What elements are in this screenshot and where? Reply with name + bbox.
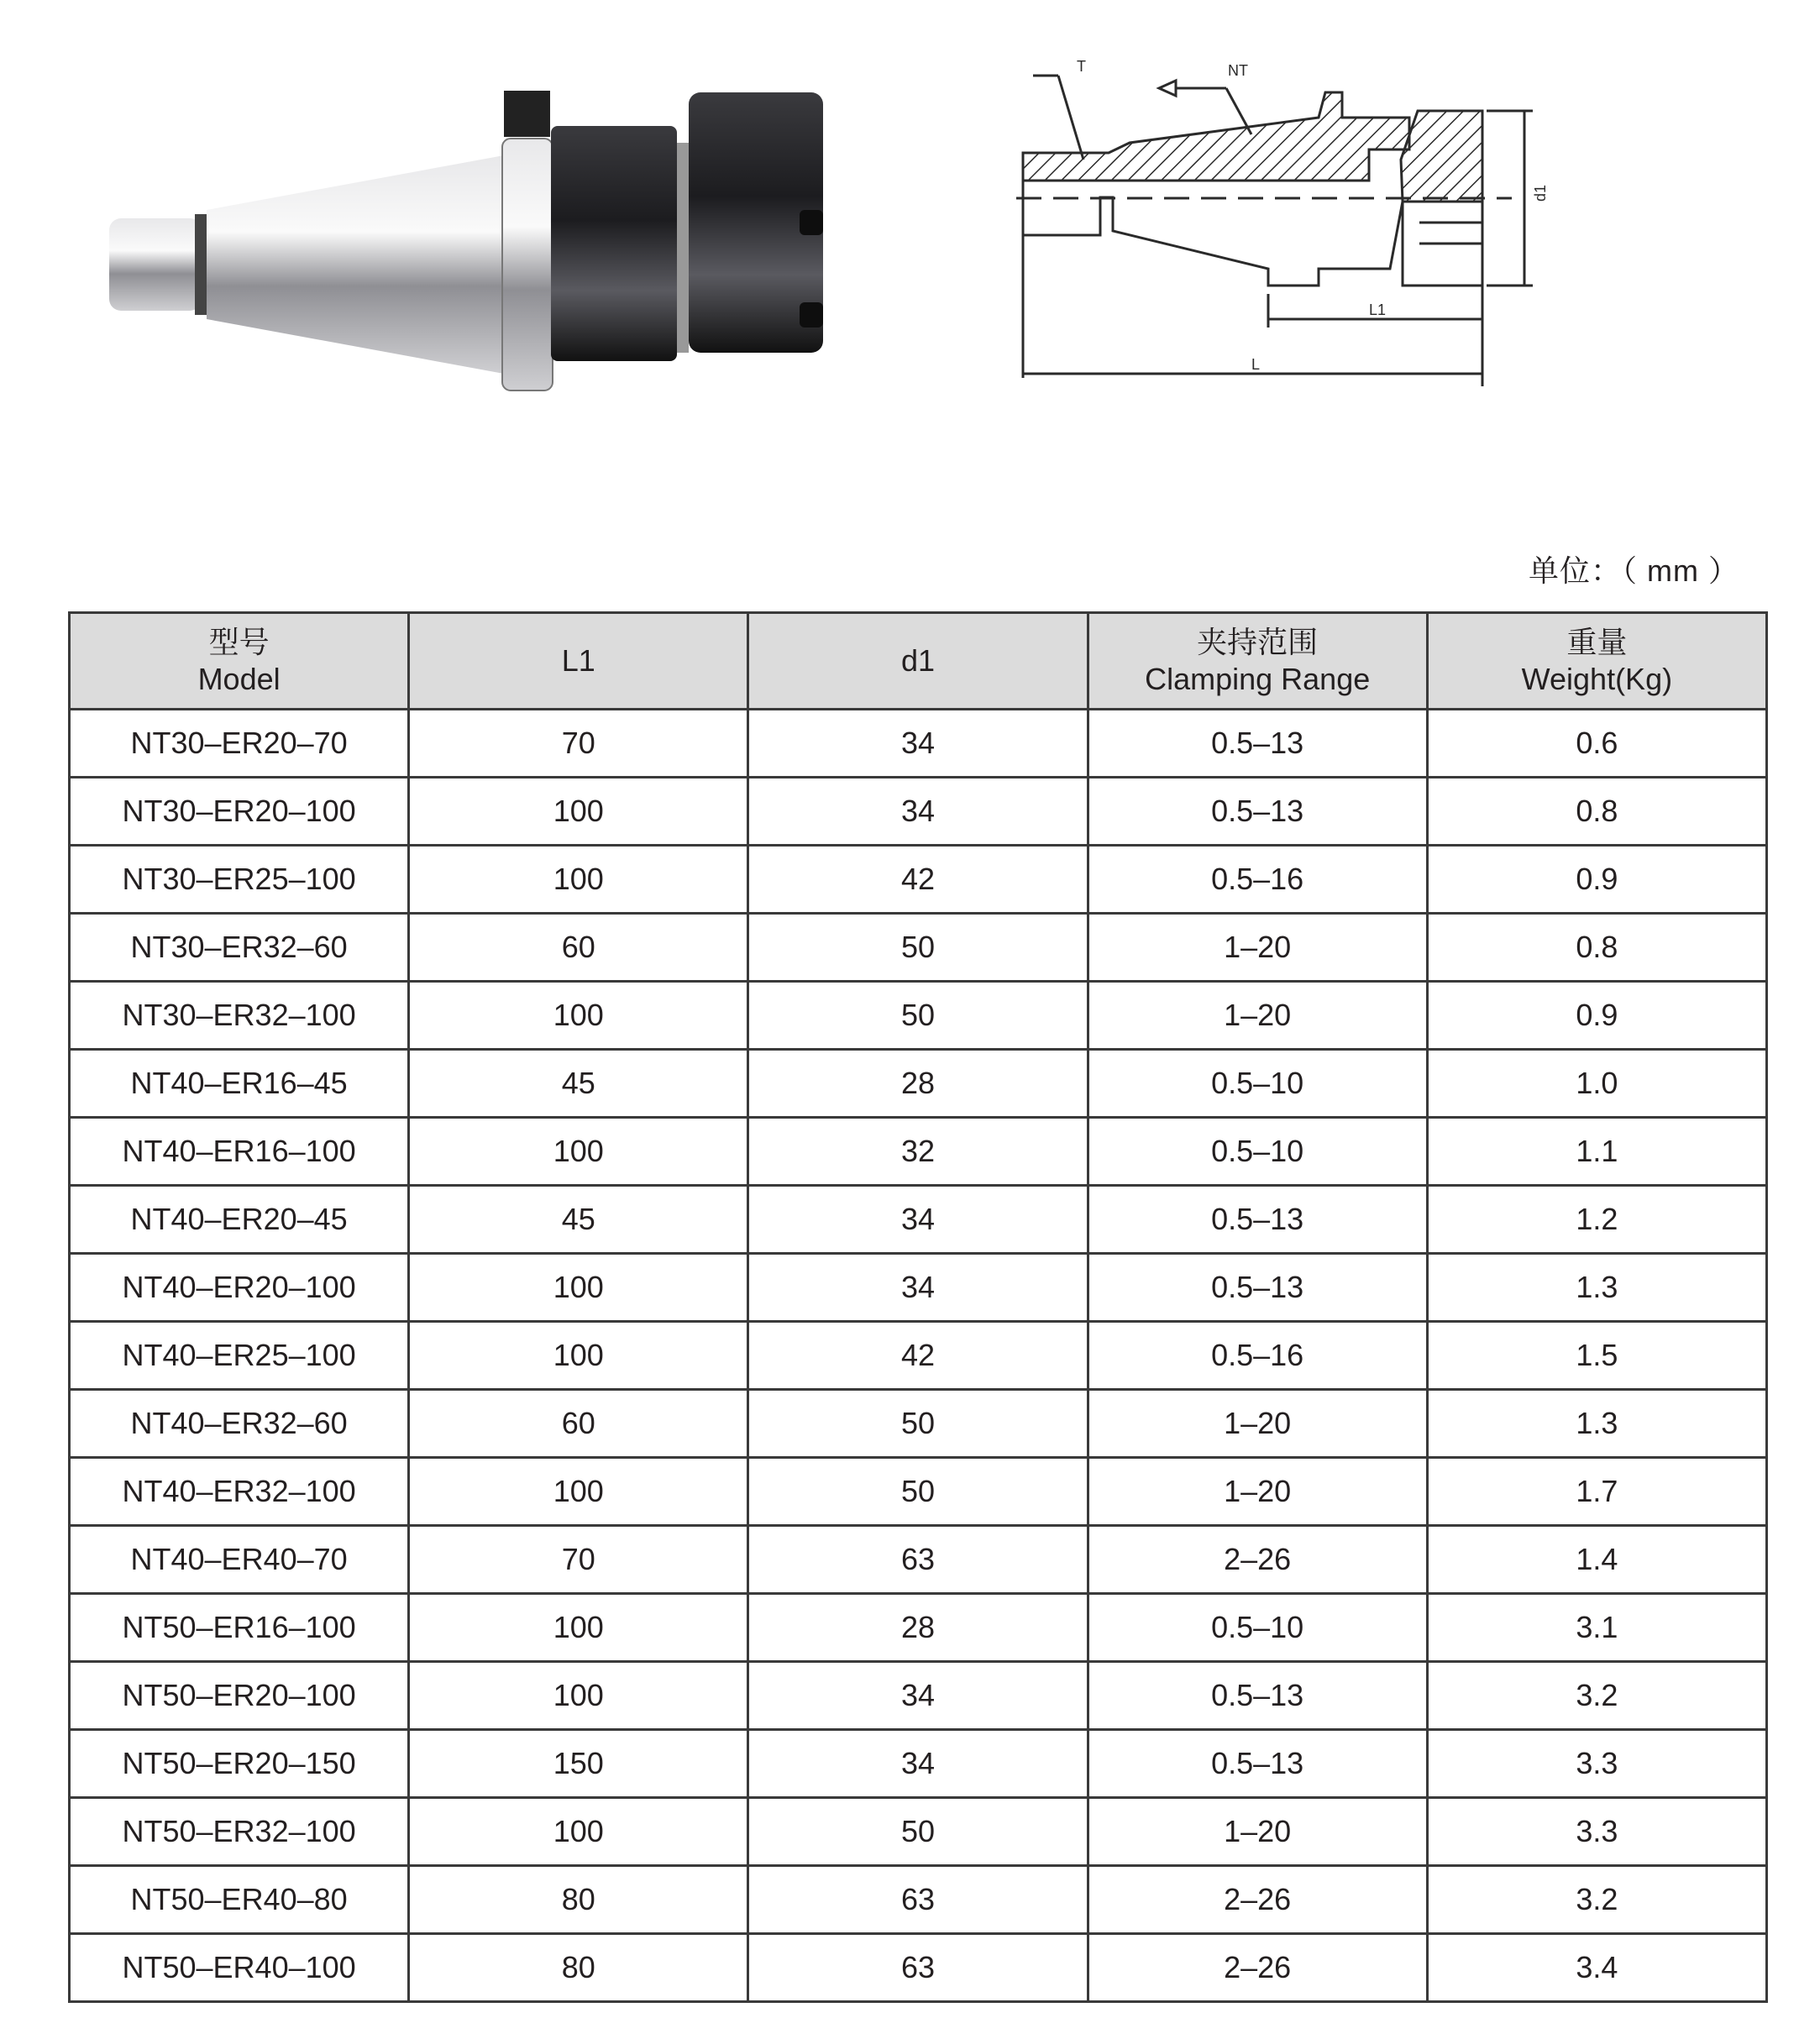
cell-clamping-range: 0.5–13 [1088, 1186, 1427, 1254]
cell-clamping-range: 1–20 [1088, 982, 1427, 1050]
cell-l1: 100 [409, 1798, 748, 1866]
cell-weight: 0.9 [1427, 846, 1766, 914]
table-row [70, 846, 1767, 914]
cell-model: NT40–ER20–45 [70, 1186, 409, 1254]
column-header-en: Model [197, 662, 281, 696]
cell-weight: 1.3 [1427, 1254, 1766, 1322]
cell-model: NT40–ER32–60 [70, 1390, 409, 1458]
cell-clamping-range: 1–20 [1088, 1798, 1427, 1866]
label-d1: d1 [1532, 184, 1549, 202]
table-row [70, 1866, 1767, 1934]
table-body [70, 710, 1767, 2002]
cell-weight: 3.3 [1427, 1798, 1766, 1866]
table-row [70, 778, 1767, 846]
cell-model: NT40–ER16–100 [70, 1118, 409, 1186]
cell-d1: 32 [748, 1118, 1088, 1186]
unit-label: 单位：（ mm ） [1529, 553, 1739, 588]
cell-d1: 28 [748, 1050, 1088, 1118]
spec-table [68, 611, 1768, 2003]
cell-model: NT50–ER40–80 [70, 1866, 409, 1934]
product-photo [101, 76, 873, 395]
cell-model: NT40–ER32–100 [70, 1458, 409, 1526]
column-header-cn: 型号 [208, 625, 270, 659]
cell-d1: 34 [748, 1254, 1088, 1322]
table-row [70, 1730, 1767, 1798]
cell-clamping-range: 0.5–10 [1088, 1594, 1427, 1662]
technical-drawing [1008, 34, 1663, 403]
table-row [70, 914, 1767, 982]
cell-model: NT50–ER32–100 [70, 1798, 409, 1866]
cell-l1: 100 [409, 1118, 748, 1186]
cell-l1: 100 [409, 1322, 748, 1390]
table-header-row [70, 613, 1767, 710]
column-header-weight [1427, 613, 1766, 710]
cell-clamping-range: 2–26 [1088, 1526, 1427, 1594]
table-row [70, 1322, 1767, 1390]
table-row [70, 1050, 1767, 1118]
cell-clamping-range: 0.5–13 [1088, 1662, 1427, 1730]
table-row [70, 1662, 1767, 1730]
label-l: L [1251, 356, 1261, 373]
cell-d1: 34 [748, 778, 1088, 846]
cell-model: NT40–ER25–100 [70, 1322, 409, 1390]
cell-clamping-range: 2–26 [1088, 1934, 1427, 2002]
cell-model: NT30–ER20–100 [70, 778, 409, 846]
cell-weight: 0.8 [1427, 778, 1766, 846]
cell-l1: 80 [409, 1866, 748, 1934]
cell-d1: 50 [748, 1458, 1088, 1526]
table-row [70, 982, 1767, 1050]
cell-l1: 45 [409, 1186, 748, 1254]
cell-d1: 34 [748, 1662, 1088, 1730]
cell-model: NT50–ER20–150 [70, 1730, 409, 1798]
cell-d1: 42 [748, 1322, 1088, 1390]
cell-d1: 42 [748, 846, 1088, 914]
cell-model: NT50–ER40–100 [70, 1934, 409, 2002]
cell-l1: 100 [409, 982, 748, 1050]
cell-model: NT30–ER25–100 [70, 846, 409, 914]
cell-clamping-range: 0.5–10 [1088, 1050, 1427, 1118]
column-header-en: d1 [900, 643, 935, 678]
label-nt: NT [1228, 62, 1248, 79]
cell-d1: 63 [748, 1866, 1088, 1934]
column-header-model [70, 613, 409, 710]
cell-weight: 1.7 [1427, 1458, 1766, 1526]
cell-l1: 100 [409, 846, 748, 914]
cell-l1: 70 [409, 1526, 748, 1594]
table-row [70, 1594, 1767, 1662]
cell-weight: 1.3 [1427, 1390, 1766, 1458]
cell-model: NT40–ER16–45 [70, 1050, 409, 1118]
cell-clamping-range: 0.5–10 [1088, 1118, 1427, 1186]
cell-weight: 3.1 [1427, 1594, 1766, 1662]
table-row [70, 1186, 1767, 1254]
cell-model: NT50–ER16–100 [70, 1594, 409, 1662]
column-header-clamping-range [1088, 613, 1427, 710]
cell-weight: 0.9 [1427, 982, 1766, 1050]
cell-clamping-range: 1–20 [1088, 914, 1427, 982]
cell-d1: 28 [748, 1594, 1088, 1662]
cell-clamping-range: 0.5–13 [1088, 778, 1427, 846]
label-t: T [1077, 58, 1086, 75]
cell-l1: 100 [409, 1254, 748, 1322]
cell-d1: 34 [748, 1730, 1088, 1798]
cell-d1: 63 [748, 1934, 1088, 2002]
label-l1: L1 [1369, 301, 1387, 318]
cell-l1: 70 [409, 710, 748, 778]
table-row [70, 1390, 1767, 1458]
cell-model: NT30–ER32–60 [70, 914, 409, 982]
table-row [70, 1526, 1767, 1594]
cell-l1: 45 [409, 1050, 748, 1118]
cell-d1: 50 [748, 982, 1088, 1050]
table-row [70, 1934, 1767, 2002]
cell-weight: 1.4 [1427, 1526, 1766, 1594]
cell-l1: 100 [409, 778, 748, 846]
cell-weight: 3.2 [1427, 1662, 1766, 1730]
cell-l1: 100 [409, 1594, 748, 1662]
table-row [70, 710, 1767, 778]
column-header-l1 [409, 613, 748, 710]
column-header-d1 [748, 613, 1088, 710]
cell-clamping-range: 0.5–13 [1088, 1730, 1427, 1798]
cell-clamping-range: 1–20 [1088, 1390, 1427, 1458]
column-header-cn: 夹持范围 [1197, 625, 1319, 659]
cell-l1: 100 [409, 1662, 748, 1730]
cell-weight: 1.1 [1427, 1118, 1766, 1186]
cell-model: NT40–ER40–70 [70, 1526, 409, 1594]
cell-weight: 1.2 [1427, 1186, 1766, 1254]
cell-d1: 34 [748, 710, 1088, 778]
cell-model: NT50–ER20–100 [70, 1662, 409, 1730]
cell-d1: 34 [748, 1186, 1088, 1254]
cell-weight: 3.3 [1427, 1730, 1766, 1798]
cell-clamping-range: 0.5–16 [1088, 1322, 1427, 1390]
cell-weight: 1.5 [1427, 1322, 1766, 1390]
cell-l1: 60 [409, 1390, 748, 1458]
column-header-cn: 重量 [1566, 625, 1628, 659]
cross-section-diagram [1008, 34, 1663, 403]
cell-l1: 150 [409, 1730, 748, 1798]
cell-d1: 50 [748, 1798, 1088, 1866]
cell-model: NT30–ER20–70 [70, 710, 409, 778]
table-row [70, 1458, 1767, 1526]
column-header-en: Clamping Range [1145, 662, 1371, 696]
cell-weight: 3.2 [1427, 1866, 1766, 1934]
cell-l1: 60 [409, 914, 748, 982]
cell-model: NT40–ER20–100 [70, 1254, 409, 1322]
cell-clamping-range: 0.5–13 [1088, 710, 1427, 778]
table-row [70, 1254, 1767, 1322]
table-row [70, 1798, 1767, 1866]
cell-clamping-range: 1–20 [1088, 1458, 1427, 1526]
cell-weight: 1.0 [1427, 1050, 1766, 1118]
cell-d1: 50 [748, 1390, 1088, 1458]
cell-weight: 0.8 [1427, 914, 1766, 982]
column-header-en: Weight(Kg) [1521, 662, 1673, 696]
table-row [70, 1118, 1767, 1186]
cell-weight: 0.6 [1427, 710, 1766, 778]
cell-d1: 63 [748, 1526, 1088, 1594]
cell-l1: 100 [409, 1458, 748, 1526]
cell-clamping-range: 2–26 [1088, 1866, 1427, 1934]
cell-d1: 50 [748, 914, 1088, 982]
cell-clamping-range: 0.5–16 [1088, 846, 1427, 914]
cell-weight: 3.4 [1427, 1934, 1766, 2002]
column-header-en: L1 [561, 643, 595, 678]
tool-holder-illustration [101, 76, 873, 395]
cell-model: NT30–ER32–100 [70, 982, 409, 1050]
cell-l1: 80 [409, 1934, 748, 2002]
cell-clamping-range: 0.5–13 [1088, 1254, 1427, 1322]
